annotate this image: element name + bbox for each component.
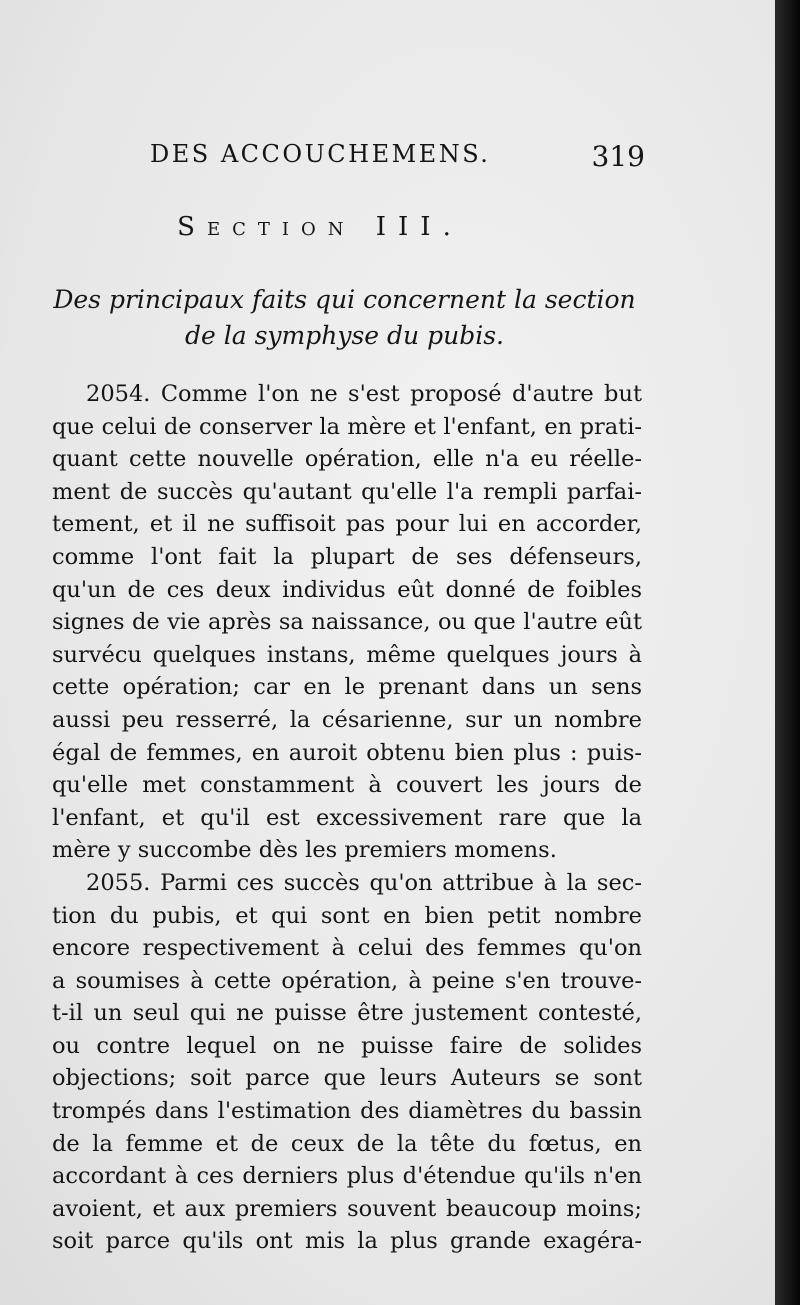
paragraph-2054-line: ment de succès qu'autant qu'elle l'a rempli parfai- [52,478,642,505]
paragraph-2054-line: que celui de conserver la mère et l'enfant, en prati- [52,413,642,440]
paragraph-2054-line: signes de vie après sa naissance, ou que l'autre eût [52,609,642,636]
paragraph-2055-line: trompés dans l'estimation des diamètres du bassin [52,1098,642,1125]
subtitle-line: Des principaux faits qui concernent la section [53,285,636,314]
paragraph-2054-line: l'enfant, et qu'il est excessivement rare que la [52,804,642,831]
paragraph-2055-line: ou contre lequel on ne puisse faire de solides [52,1032,642,1059]
running-title: DES ACCOUCHEMENS. [150,140,491,168]
subtitle-line: de la symphyse du pubis. [185,321,504,350]
paragraph-2054-line: égal de femmes, en auroit obtenu bien plus : puis- [52,739,642,766]
paragraph-2054-line: quant cette nouvelle opération, elle n'a eu réelle- [52,446,642,473]
paragraph-2055-line: a soumises à cette opération, à peine s'en trouve- [52,967,642,994]
page-edge-shadow [775,0,800,1305]
paragraph-2054-line: cette opération; car en le prenant dans un sens [52,674,642,701]
paragraph-2055-line: encore respectivement à celui des femmes qu'on [52,935,642,962]
paragraph-2055-line: avoient, et aux premiers souvent beaucoup moins; [52,1195,642,1222]
paragraph-2055-line: objections; soit parce que leurs Auteurs se sont [52,1065,642,1092]
paragraph-2055-line: de la femme et de ceux de la tête du fœtus, en [52,1130,642,1157]
section-subtitle [52,282,637,354]
paragraph-2054-line: qu'elle met constamment à couvert les jours de [52,772,642,799]
paragraph-2054-line: aussi peu resserré, la césarienne, sur un nombre [52,706,642,733]
page-number: 319 [591,140,645,173]
paragraph-2055-line: t-il un seul qui ne puisse être justement contesté, [52,1000,642,1027]
paragraph-2055-line: tion du pubis, et qui sont en bien petit nombre [52,902,642,929]
paragraph-2055-line: accordant à ces derniers plus d'étendue qu'ils n'en [52,1163,642,1190]
page-header [150,140,645,180]
paragraph-2054-line: survécu quelques instans, même quelques jours à [52,641,642,668]
paragraph-2054-line: qu'un de ces deux individus eût donné de foibles [52,576,642,603]
paragraph-2055-line: soit parce qu'ils ont mis la plus grande exagéra- [52,1228,642,1255]
paragraph-2054-line: 2054. Comme l'on ne s'est proposé d'autre but [86,381,642,407]
paragraph-2054-line: mère y succombe dès les premiers momens. [52,837,557,864]
body-text [52,378,642,1258]
paragraph-2054-line: tement, et il ne suffisoit pas pour lui en accorder, [52,511,642,538]
section-title: Section III. [177,212,463,242]
paragraph-2055-line: 2055. Parmi ces succès qu'on attribue à la sec- [86,869,642,896]
paragraph-2054-line: comme l'ont fait la plupart de ses défenseurs, [52,543,642,570]
